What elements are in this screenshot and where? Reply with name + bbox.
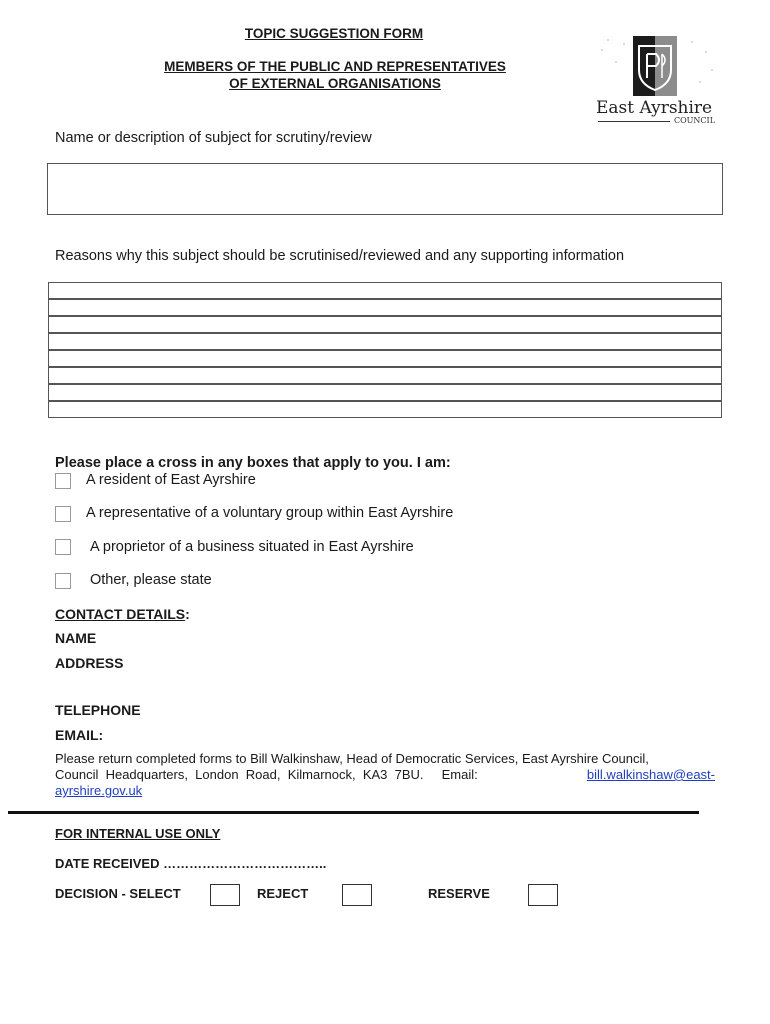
reject-label: REJECT <box>257 886 309 901</box>
contact-heading <box>55 606 190 622</box>
reject-checkbox[interactable] <box>342 884 372 906</box>
email-link-part2[interactable]: ayrshire.gov.uk <box>55 783 143 798</box>
contact-heading-text: CONTACT DETAILS <box>55 606 186 622</box>
internal-heading: FOR INTERNAL USE ONLY <box>55 826 221 841</box>
telephone-label: TELEPHONE <box>55 702 141 718</box>
subject-label: Name or description of subject for scrutiny/review <box>55 130 372 146</box>
form-subtitle-line1: MEMBERS OF THE PUBLIC AND REPRESENTATIVES <box>164 59 506 74</box>
section-divider <box>8 811 699 814</box>
resident-label: A resident of East Ayrshire <box>86 472 256 488</box>
other-label: Other, please state <box>90 572 212 588</box>
logo-tagline: COUNCIL <box>674 116 716 125</box>
resident-checkbox[interactable] <box>55 473 71 489</box>
return-note <box>55 751 715 799</box>
date-received-label: DATE RECEIVED ……………………………….. <box>55 856 327 871</box>
email-label: EMAIL: <box>55 727 104 743</box>
reason-line-6[interactable] <box>48 367 722 384</box>
contact-heading-colon: : <box>185 606 190 622</box>
return-note-line3 <box>55 783 715 799</box>
applies-heading: Please place a cross in any boxes that apply to you. I am: <box>55 455 451 471</box>
reserve-checkbox[interactable] <box>528 884 558 906</box>
subject-field[interactable] <box>47 163 723 215</box>
logo-rule <box>598 121 670 122</box>
council-logo <box>596 30 720 128</box>
form-subtitle-line2: OF EXTERNAL ORGANISATIONS <box>229 76 441 91</box>
return-note-address: Council Headquarters, London Road, Kilmarnock, KA3 7BU. Email: <box>55 767 478 782</box>
email-link-part1[interactable]: bill.walkinshaw@east- <box>586 767 715 782</box>
return-note-line2 <box>55 767 715 783</box>
other-checkbox[interactable] <box>55 573 71 589</box>
reason-line-4[interactable] <box>48 333 722 350</box>
reserve-label: RESERVE <box>428 886 490 901</box>
reasons-label: Reasons why this subject should be scrutinised/reviewed and any supporting information <box>55 248 625 264</box>
reason-line-1[interactable] <box>48 282 722 299</box>
decision-select-label: DECISION - SELECT <box>55 886 181 901</box>
voluntary-group-label: A representative of a voluntary group within East Ayrshire <box>86 505 454 521</box>
council-crest-icon <box>596 30 720 100</box>
form-title: TOPIC SUGGESTION FORM <box>244 26 424 41</box>
name-label: NAME <box>55 630 97 646</box>
reason-line-3[interactable] <box>48 316 722 333</box>
logo-name: East Ayrshire <box>596 98 713 118</box>
reason-line-2[interactable] <box>48 299 722 316</box>
address-label: ADDRESS <box>55 655 124 671</box>
reason-line-7[interactable] <box>48 384 722 401</box>
return-note-line1: Please return completed forms to Bill Walkinshaw, Head of Democratic Services, East Ayrshire Council, <box>55 751 649 766</box>
business-proprietor-checkbox[interactable] <box>55 539 71 555</box>
reason-line-8[interactable] <box>48 401 722 418</box>
voluntary-group-checkbox[interactable] <box>55 506 71 522</box>
select-checkbox[interactable] <box>210 884 240 906</box>
business-proprietor-label: A proprietor of a business situated in East Ayrshire <box>90 539 414 555</box>
reason-line-5[interactable] <box>48 350 722 367</box>
